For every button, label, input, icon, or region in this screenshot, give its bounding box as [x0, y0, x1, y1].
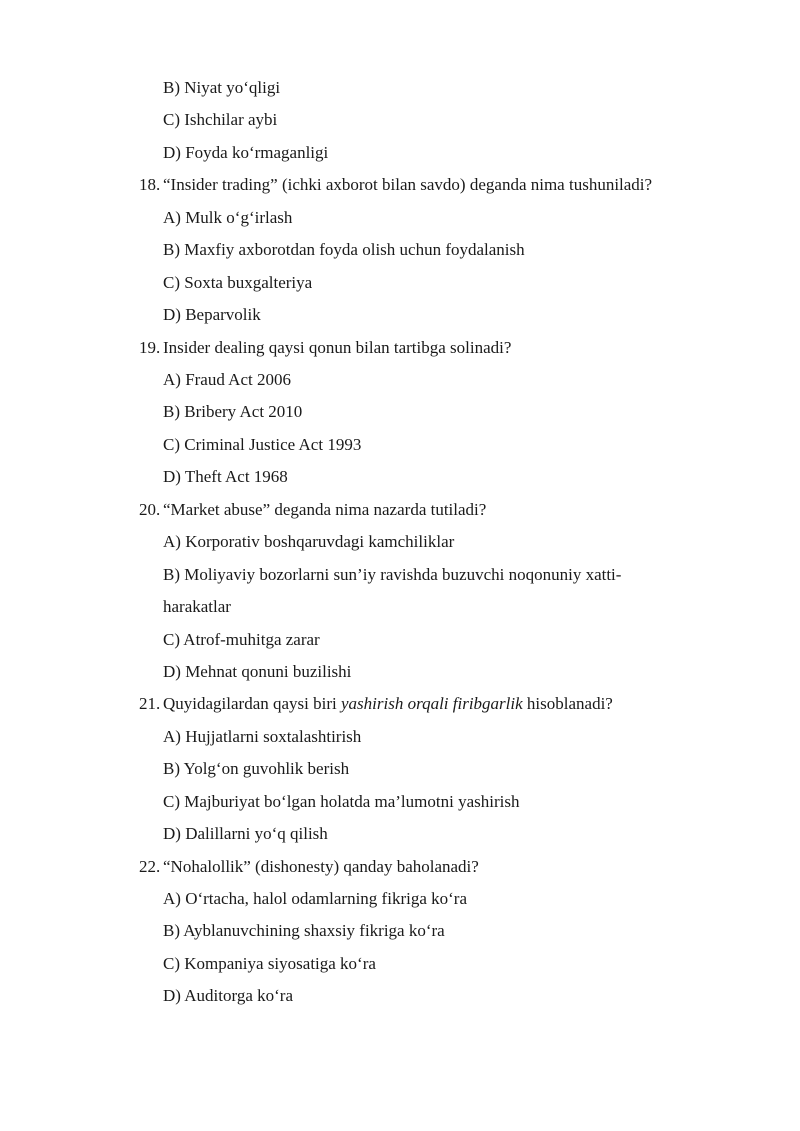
- option-22-a: A) O‘rtacha, halol odamlarning fikriga ko‘ra: [163, 889, 467, 908]
- option-18-d: D) Beparvolik: [163, 305, 261, 324]
- question-text: “Nohalollik” (dishonesty) qanday baholanadi?: [163, 857, 479, 876]
- option-20-c: C) Atrof-muhitga zarar: [163, 630, 320, 649]
- option-19-a: A) Fraud Act 2006: [163, 370, 291, 389]
- option-22-d: D) Auditorga ko‘ra: [163, 986, 293, 1005]
- question-text-italic: yashirish orqali firibgarlik: [341, 694, 523, 713]
- option-18-b: B) Maxfiy axborotdan foyda olish uchun foydalanish: [163, 240, 525, 259]
- question-number: 19.: [139, 338, 161, 357]
- option-18-c: C) Soxta buxgalteriya: [163, 273, 313, 292]
- question-text: [163, 694, 613, 714]
- question-text: “Market abuse” deganda nima nazarda tutiladi?: [163, 500, 487, 519]
- question-text: Insider dealing qaysi qonun bilan tartibga solinadi?: [163, 338, 512, 357]
- question-number: 21.: [139, 694, 161, 713]
- option-17-b: B) Niyat yo‘qligi: [163, 78, 281, 97]
- option-18-a: A) Mulk o‘g‘irlash: [163, 208, 293, 227]
- question-number: 22.: [139, 857, 161, 876]
- option-20-b-continued: harakatlar: [163, 597, 231, 616]
- question-number: 20.: [139, 500, 161, 519]
- option-17-d: D) Foyda ko‘rmaganligi: [163, 143, 329, 162]
- question-text-start: Quyidagilardan qaysi biri: [163, 694, 341, 713]
- option-19-b: B) Bribery Act 2010: [163, 402, 303, 421]
- option-19-d: D) Theft Act 1968: [163, 467, 288, 486]
- option-22-c: C) Kompaniya siyosatiga ko‘ra: [163, 954, 376, 973]
- option-19-c: C) Criminal Justice Act 1993: [163, 435, 362, 454]
- option-20-b: B) Moliyaviy bozorlarni sun’iy ravishda buzuvchi noqonuniy xatti-: [163, 565, 622, 584]
- option-17-c: C) Ishchilar aybi: [163, 110, 278, 129]
- question-text: “Insider trading” (ichki axborot bilan savdo) deganda nima tushuniladi?: [163, 175, 653, 194]
- option-21-d: D) Dalillarni yo‘q qilish: [163, 824, 328, 843]
- option-21-c: C) Majburiyat bo‘lgan holatda ma’lumotni yashirish: [163, 792, 520, 811]
- question-number: 18.: [139, 175, 161, 194]
- question-text-end: hisoblanadi?: [522, 694, 613, 713]
- option-20-d: D) Mehnat qonuni buzilishi: [163, 662, 352, 681]
- option-21-b: B) Yolg‘on guvohlik berish: [163, 759, 350, 778]
- option-20-a: A) Korporativ boshqaruvdagi kamchiliklar: [163, 532, 455, 551]
- option-21-a: A) Hujjatlarni soxtalashtirish: [163, 727, 362, 746]
- option-22-b: B) Ayblanuvchining shaxsiy fikriga ko‘ra: [163, 921, 445, 940]
